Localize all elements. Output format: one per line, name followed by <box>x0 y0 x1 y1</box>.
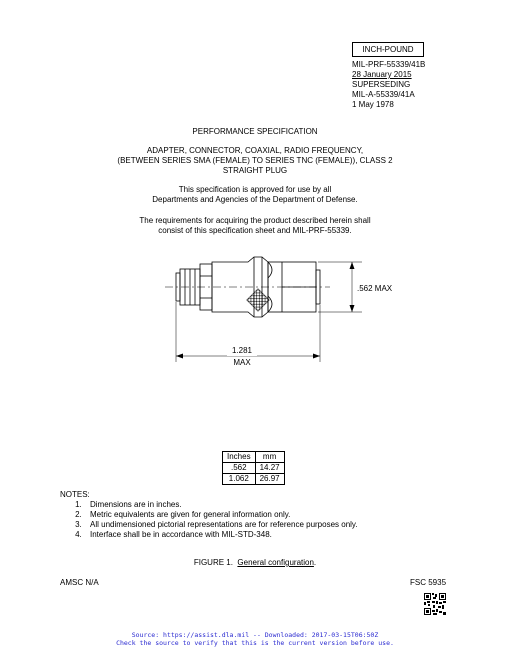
fsc-label: FSC 5935 <box>410 578 447 587</box>
table-cell: .562 <box>223 463 256 474</box>
notes-section <box>60 490 358 540</box>
table-row <box>223 463 285 474</box>
length-dimension-unit: MAX <box>233 358 251 367</box>
spec-type-heading: PERFORMANCE SPECIFICATION <box>192 127 318 136</box>
requirements-line: consist of this specification sheet and MIL-PRF-55339. <box>158 226 352 235</box>
doc-number: MIL-PRF-55339/41B <box>352 60 426 69</box>
qr-code-icon <box>424 593 446 615</box>
note-item: 1. Dimensions are in inches. <box>84 500 358 510</box>
spec-title-line: ADAPTER, CONNECTOR, COAXIAL, RADIO FREQUENCY, <box>146 146 364 155</box>
figure-caption <box>0 558 510 568</box>
approval-line: Departments and Agencies of the Department of Defense. <box>152 195 358 204</box>
table-header-cell: mm <box>255 452 284 463</box>
diameter-dimension-label: .562 MAX <box>357 284 393 293</box>
figure-title: General configuration <box>237 558 314 567</box>
notes-heading: NOTES: <box>60 490 90 499</box>
source-line: Source: https://assist.dla.mil -- Downloaded: 2017-03-15T06:50Z <box>131 631 379 639</box>
conversion-table <box>222 451 285 485</box>
table-cell: 14.27 <box>255 463 284 474</box>
figure-caption-period: . <box>313 558 317 567</box>
verify-line: Check the source to verify that this is the current version before use. <box>116 639 394 647</box>
table-cell: 26.97 <box>255 474 284 485</box>
note-item: 2. Metric equivalents are given for general information only. <box>84 510 358 520</box>
table-header-row <box>223 452 285 463</box>
spec-title-line: STRAIGHT PLUG <box>222 166 288 175</box>
figure-number: FIGURE 1. <box>193 558 233 567</box>
doc-date: 28 January 2015 <box>352 70 412 79</box>
spec-title-line: (BETWEEN SERIES SMA (FEMALE) TO SERIES TNC (FEMALE)), CLASS 2 <box>117 156 393 165</box>
superseding-label: SUPERSEDING <box>352 80 411 89</box>
amsc-label: AMSC N/A <box>60 578 99 587</box>
notes-list <box>60 500 358 540</box>
table-header-cell: Inches <box>223 452 256 463</box>
requirements-line: The requirements for acquiring the product described herein shall <box>139 216 371 225</box>
approval-line: This specification is approved for use by all <box>178 185 332 194</box>
inch-pound-box: INCH-POUND <box>352 42 424 57</box>
note-item: 3. All undimensioned pictorial representations are for reference purposes only. <box>84 520 358 530</box>
superseded-doc-number: MIL-A-55339/41A <box>352 90 415 99</box>
superseded-doc-date: 1 May 1978 <box>352 100 394 109</box>
knurl-pattern <box>247 289 270 312</box>
length-dimension-value: 1.281 <box>227 346 257 356</box>
table-cell: 1.062 <box>223 474 256 485</box>
table-row <box>223 474 285 485</box>
note-item: 4. Interface shall be in accordance with MIL-STD-348. <box>84 530 358 540</box>
source-footer <box>0 631 510 647</box>
